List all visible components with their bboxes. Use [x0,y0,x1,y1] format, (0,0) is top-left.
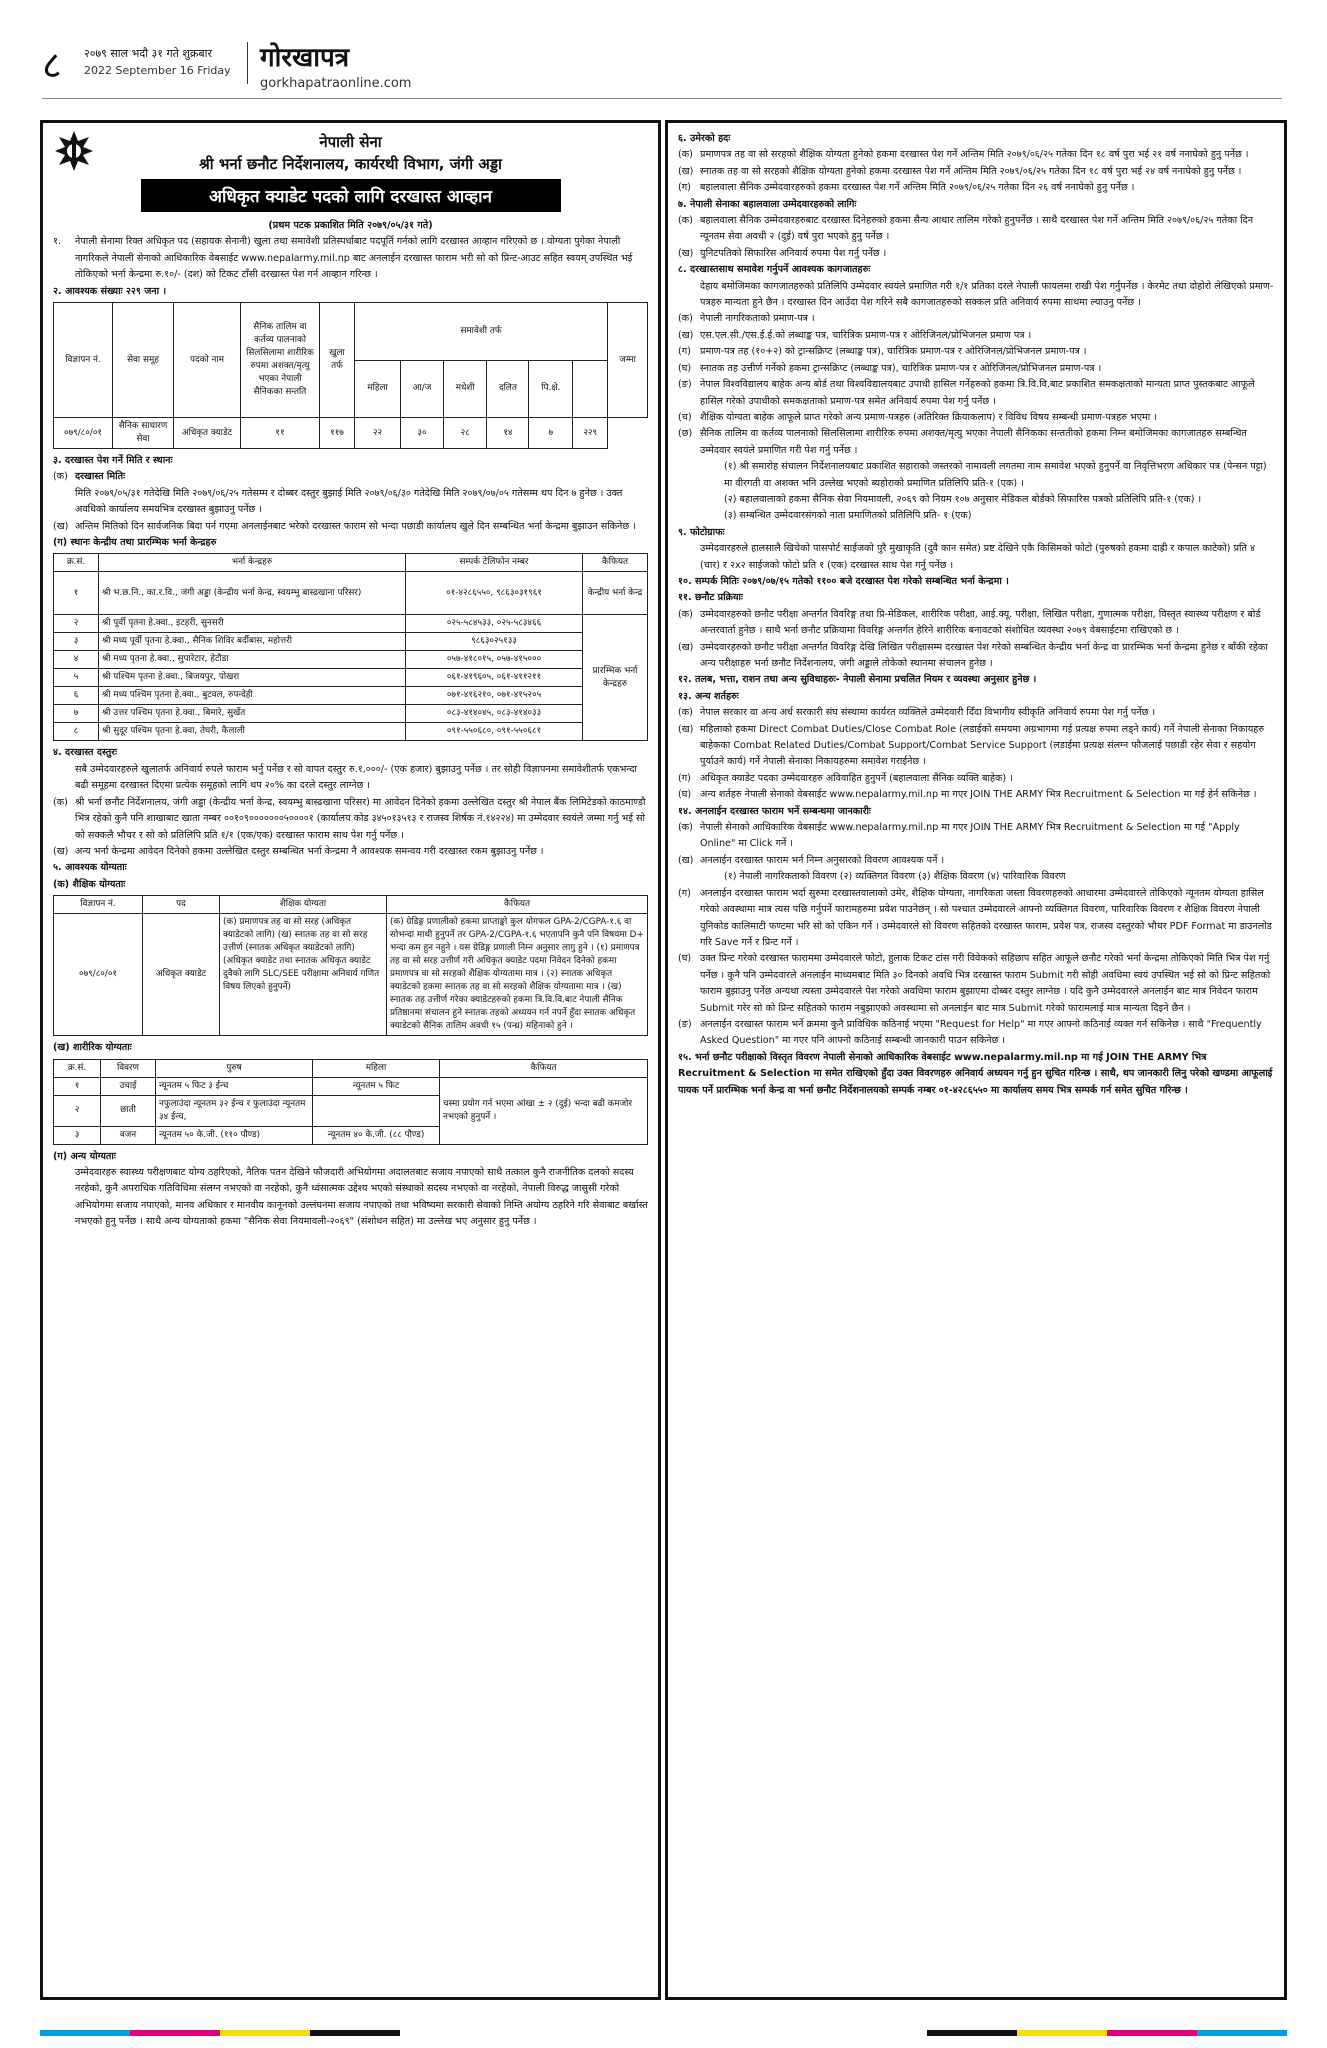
section-key: (ग) [678,772,691,784]
header-rule [42,98,1282,99]
cell-male: न्यूनतम ५० के.जी. (११० पौण्ड) [156,1126,313,1144]
section-text: उम्मेदवारहरुको छनौट परीक्षा अन्तर्गत विवरिङ्ग देखि लिखित परीक्षासम्म दरखास्त पेश गरेको सम्बन्धित केन्द्रीय भर्ना केन्द्र वा प्रारम्भिक भर्ना केन्द्रमा हुनेछ र बाँकी रहेका अन्य परीक्षाहरु भर्ना छनौट निर्देशनालय, जंगी अड्डाले तोकेको स्थानमा संचालन हुनेछ । [700,641,1268,669]
cell-male: नफुलाउंदा न्यूनतम ३२ ईन्च र फुलाउंदा न्यूनतम ३४ ईन्च, [156,1095,313,1126]
org-directorate: श्री भर्ना छनौट निर्देशनालय, कार्यरथी विभाग, जंगी अड्डा [199,155,502,173]
col-women: महिला [355,360,401,418]
table-row [54,651,648,669]
section-13d [678,787,1274,803]
section-5c-text: उम्मेदवारहरु स्वास्थ्य परीक्षणबाट योग्य ठहरिएको, नैतिक पतन देखिने फौजदारी अभियोगमा अदालतबाट सजाय नपाएको साथै तत्काल कुनै राजनीतिक दलको सदस्य नरहेको, कुनै अपराधिक गतिविधिमा संलग्न नभएको वा नरहेको, कुनै ध्वंसात्मक उद्देश्य भएको संस्थाको सदस्य नभएको वा नरहेको, नेपाली विरुद्ध जासुसी गरेको अभियोगमा सजाय नपाएको, मानव अधिकार र मानवीय कानूनको उल्लंघनमा सजाय नपाएको तथा भविष्यमा सरकारी सेवाको निम्ति अयोग्य ठहरिने गरि सेवाबाट बर्खास्त नभएको हुनु पर्नेछ । साथै अन्य योग्यताको हकमा "सैनिक सेवा नियमावली-२०६९" (संशोधन सहित) मा उल्लेख भए अनुसार हुनु पर्नेछ । [75,1166,648,1228]
section-key: (च) [678,411,692,423]
cell-sn: २ [54,1095,101,1126]
section-7b [678,246,1274,262]
cell-centre: श्री पश्चिम पृतना हे.क्वा., बिजयपुर, पोखरा [99,669,406,687]
section-6b [678,164,1274,180]
newspaper-website: gorkhapatraonline.com [260,76,412,91]
table-row [54,1077,648,1095]
recruitment-centres-table [53,553,648,741]
section-key: (क) [678,313,693,325]
col-male: पुरुष [156,1059,313,1077]
cell-sn: १ [54,1077,101,1095]
section-key: (ख) [678,723,694,735]
section-key: (ङ) [678,379,692,391]
section-text: महिलाको हकमा Direct Combat Duties/Close Combat Role (लडाईको समयमा अग्रभागमा गई प्रत्यक्ष रुपमा लड्ने कार्य) गर्ने नेपाली सेनाका निकायहरु बाहेकका Combat Related Duties/Combat Support/Combat Service Support (लडाईमा प्रत्यक्ष संलग्न फौजलाई पछाडी रहेर सेवा र सहयोग पुर्याउने कार्य) गर्ने नेपाली सेनाका निकायहरुमा समावेश गराईनेछ । [700,723,1265,768]
section-4-text: सबै उम्मेदवारहरुले खुलातर्फ अनिवार्य रुपले फाराम भर्नु पर्नेछ र सो वापत दस्तुर रु.१,०००/- (एक हजार) बुझाउनु पर्नेछ । तर सोही विज्ञापनमा समावेशीतर्फ एकभन्दा बढी समूहमा दरखास्त दिएमा प्रत्येक समूहको लागि थप २०% का दरले दस्तुर लाग्नेछ । [75,763,637,792]
section-8b [678,328,1274,344]
section-8f [678,410,1274,426]
col-backward: पि.क्षे. [529,360,573,418]
section-14e [678,1017,1274,1050]
section-4-heading: ४. दरखास्त दस्तुरः [53,747,118,759]
section-8g-2: (२) बहालवालाको हकमा सैनिक सेवा नियमावली, २०६९ को नियम १०७ अनुसार मेडिकल बोर्डको सिफारिस पत्रको प्रतिलिपि प्रति-१ (एक) । [724,493,1202,505]
table-row [54,418,648,449]
section-text: नेपाल विश्वविद्यालय बाहेक अन्य बोर्ड तथा विश्वविद्यालयबाट उपाधी हासिल गर्नेहरुको हकमा त्रि.वि.वि.बाट प्रकाशित समकक्षताको मान्यता प्राप्त पुस्तकबाट आफूले हासिल गरेको उपाधीको समकक्षताको प्रमाण-पत्र समेत अनिवार्य रुपमा पेश गर्नु पर्नेछ । [700,379,1255,407]
cell-sn: ४ [54,651,99,669]
newspaper-header [42,38,1282,108]
education-table [53,895,648,1036]
section-13a [678,705,1274,721]
section-text: स्नातक तह उत्तीर्ण गर्नेको हकमा ट्रान्सक्रिप्ट (लब्धाङ्क पत्र), चारित्रिक प्रमाण-पत्र र ओरिजिनल/प्रोभिजनल प्रमाण-पत्र । [700,362,1102,374]
section-9-text: उम्मेदवारहरुले हालसालै खिचेको पासपोर्ट साईजको पुरै मुखाकृति (दुवै कान समेत) प्रष्ट देखिने एकै किसिमको फोटो (पुरुषको हकमा दाह्री र कपाल काटेको) प्रति ४ (चार) र २x२ साईजको फोटो प्रति १ (एक) दरखास्त साथ पेश गर्नु पर्नेछ । [700,543,1256,571]
cell-phone: ०८३-४१४०४५, ०८३-४१४०३३ [406,705,583,723]
print-color-bar [40,2030,400,2036]
cell-sn: ३ [54,1126,101,1144]
cell-detail: छाती [101,1095,156,1126]
cell-phone: ९८६३०२५१३३ [406,633,583,651]
section-12: १२. तलब, भत्ता, राशन तथा अन्य सुविधाहरुः- नेपाली सेनामा प्रचलित नियम र व्यवस्था अनुसार हुनेछ । [678,674,1037,686]
section-5c-heading: (ग) अन्य योग्यताः [53,1150,116,1162]
section-text: अन्य शर्तहरु नेपाली सेनाको वेबसाईट www.nepalarmy.mil.np मा गएर JOIN THE ARMY भित्र Recruitment & Selection मा गई हेर्न सकिनेछ । [700,789,1257,801]
section-key: (ख) [678,854,694,866]
section-key: (ख) [678,165,694,177]
org-name: नेपाली सेना [319,133,382,151]
section-7a [678,213,1274,246]
cell-adv: ०७९/८०/०१ [54,914,143,1036]
cell-open: ११७ [320,418,355,449]
physical-table [53,1059,648,1145]
col-remark: कैफियत [440,1059,648,1077]
section-11b [678,640,1274,673]
cell-aj: ३० [401,418,444,449]
section-15: १५. भर्ना छनौट परीक्षाको विस्तृत विवरण नेपाली सेनाको आधिकारिक वेबसाईट www.nepalarmy.mil.np मा गई JOIN THE ARMY भित्र Recruitment & Selection मा समेत राखिएको हुँदा उक्त विवरणहरु अनिवार्य अध्ययन गर्नु हुन सुचित गरिन्छ । साथै, थप जानकारी लिनु परेको खण्डमा आफूलाई पायक पर्ने प्रारम्भिक भर्ना केन्द्र वा भर्ना छनौट निर्देशनालयको सम्पर्क नम्बर ०१-४२८६५५० मा कार्यालय समय भित्र सम्पर्क गर्न समेत सुचित गरिन्छ । [678,1051,1273,1096]
cell-post: अधिकृत क्याडेट [174,418,241,449]
cell-sn: ८ [54,723,99,741]
col-open: खुला तर्फ [320,303,355,418]
section-4b [53,844,648,860]
section-key: (क) [678,215,693,227]
col-sn: क्र.सं. [54,554,99,572]
section-5a-heading: (क) शैक्षिक योग्यताः [53,878,126,890]
section-text: युनिटपतिको सिफारिस अनिवार्य रुपमा पेश गर्नु पर्नेछ । [700,247,887,259]
section-11a [678,607,1274,640]
section-key: (क) [678,149,693,161]
cell-centre: श्री मध्य पूर्वी पृतना हे.क्वा., सैनिक शिविर बर्दीबास, महोत्तरी [99,633,406,651]
col-phone: सम्पर्क टेलिफोन नम्बर [406,554,583,572]
section-13-heading: १३. अन्य शर्तहरुः [678,690,739,702]
section-8d [678,361,1274,377]
cell-remark: (क) ग्रेडिङ्ग प्रणालीको हकमा प्राप्ताङ्को कुल योगफल GPA-2/CGPA-१.६ वा सोभन्दा माथी हुनुपर्ने तर GPA-2/CGPA-१.६ भएतापनि कुनै पनि विषयमा D+ भन्दा कम हुन नहुने । यस ग्रेडिङ्ग प्रणाली निम्न अनुसार लागु हुने । (१) प्रमाणपत्र तह वा सो सरह उत्तीर्ण गरी अधिकृत क्याडेट पदमा निवेदन दिनेको हकमा प्रमाणपत्र वा सो सरहको शैक्षिक योग्यतामा मात्र । (२) स्नातक अधिकृत क्याडेटको हकमा स्नातक तह वा सो सरहको शैक्षिक योग्यतामा मात्र । (ख) स्नातक तह उत्तीर्ण गरेका क्याडेटहरुको हकमा त्रि.वि.वि.बाट नेपाली सैनिक प्रतिष्ठानमा संचालन हुने स्नातक तहको अध्ययन गर्न नपर्ने हुँदा स्नातक अधिकृत क्याडेटको सैनिक तालिम अवधी १५ (पन्ध्र) महिनाको हुने । [387,914,648,1036]
notice-left-column [40,120,661,2000]
section-key: (ख) [678,247,694,259]
section-text: नेपाली सेनाको आधिकारिक वेबसाईट www.nepalarmy.mil.np मा गएर JOIN THE ARMY भित्र Recruitment & Selection मा गई "Apply Online" मा Click गर्ने । [700,822,1240,850]
subheading: दरखास्त मितिः [75,471,126,483]
section-7-heading: ७. नेपाली सेनाका बहालवाला उम्मेदवारहरुको लागिः [678,198,857,210]
section-text: प्रमाण-पत्र तह (१०+२) को ट्रान्सक्रिप्ट (लब्धाङ्क पत्र), चारित्रिक प्रमाण-पत्र र ओरिजिनल/प्रोभिजनल प्रमाण-पत्र । [700,346,1087,358]
section-8g-3: (३) सम्बन्धित उम्मेदवारसंगको नाता प्रमाणितको प्रतिलिपि प्रति- १ (एक) [724,510,972,522]
table-row [54,669,648,687]
section-8-heading: ८. दरखास्तसाथ समावेश गर्नुपर्ने आवश्यक कागजातहरुः [678,264,871,276]
section-text: श्री भर्ना छनौट निर्देशनालय, जंगी अड्डा (केन्द्रीय भर्ना केन्द्र, स्वयम्भु बास्ढखाना परिसर) मा आवेदन दिनेको हकमा उल्लेखित दस्तुर श्री नेपाल बैंक लिमिटेडको काठमाण्डौ भित्र रहेको कुनै पनि शाखाबाट खाता नम्बर ००१०९०००००००५००००१ (कार्यालय कोड ३४५०१३५१३ र राजस्व शिर्षक नं.१४२२४) मा उम्मेदवार स्वयंले जम्मा गर्नु भई सो को सक्कलै भौचर र सो को प्रतिलिपि प्रति १/१ (एक/एक) दरखास्त फाराम साथ पेश गर्नु पर्नेछ । [75,796,646,841]
cell-phone: ०५७-४१८०१५, ०५७-४१५००० [406,651,583,669]
section-3b [53,519,648,535]
section-text: प्रमाणपत्र तह वा सो सरहको शैक्षिक योग्यता हुनेको हकमा दरखास्त पेश गर्ने अन्तिम मिति २०७९/०६/२५ गतेका दिन १८ वर्ष पुरा भई २१ वर्ष ननाघेको हुनु पर्नेछ । [700,149,1249,161]
section-text: एस.एल.सी./एस.ई.ई.को लब्धाङ्क पत्र, चारित्रिक प्रमाण-पत्र र ओरिजिनल/प्रोभिजनल प्रमाण पत्र । [700,329,1032,341]
section-key: (ख) [678,329,694,341]
cell-centre: श्री पूर्वी पृतना हे.क्वा., इटहरी, सुनसरी [99,615,406,633]
section-2-heading: २. आवश्यक संख्याः २२९ जना । [53,285,167,297]
cell-sn: १ [54,572,99,615]
section-key: (घ) [678,362,692,374]
header-divider [247,42,248,84]
section-9-heading: ९. फोटोग्राफः [678,526,725,538]
cell-female [313,1095,440,1126]
table-row [54,705,648,723]
cell-remark-initial: प्रारम्भिक भर्ना केन्द्रहरु [583,615,648,741]
cell-sn: ५ [54,669,99,687]
section-text: नेपाल सरकार वा अन्य अर्ध सरकारी संघ संस्थामा कार्यरत व्यक्तिले उम्मेदवारी दिँदा विभागीय स्वीकृति अनिवार्य रुपमा पेश गर्नु पर्नेछ । [700,707,1156,719]
section-key: (ग) [678,182,691,194]
date-english: 2022 September 16 Friday [84,64,231,77]
section-11-heading: ११. छनौट प्रक्रियाः [678,592,743,604]
section-text: अधिकृत क्याडेट पदका उम्मेदवारहरु अविवाहित हुनुपर्ने (बहालवाला सैनिक व्यक्ति बाहेक) । [700,772,1013,784]
section-14b-list: (१) नेपाली नागरिकताको विवरण (२) व्यक्तिगत विवरण (३) शैक्षिक विवरण (४) पारिवारिक विवरण [724,871,1066,883]
section-10: १०. सम्पर्क मितिः २०७९/०७/१५ गतेको ११०० बजे दरखास्त पेश गरेको सम्बन्धित भर्ना केन्द्रमा । [678,575,1009,587]
section-3-heading: ३. दरखास्त पेश गर्ने मिति र स्थानः [53,455,173,467]
section-key: (ग) [678,346,691,358]
section-key: (ङ) [678,1018,692,1030]
section-key: (छ) [678,428,693,440]
col-post: पद [143,896,220,914]
section-key: (ख) [53,845,69,857]
section-8-text: देहाय बमोजिमका कागजातहरुको प्रतिलिपि उम्मेदवार स्वयंले प्रमाणित गरी १/१ प्रतिका दरले नेपाली फायलमा राखी पेश गर्नुपर्नेछ । केरमेट तथा दोहोरो लेखिएको प्रमाण-पत्रहरु मान्यता हुने छैन । दरखास्त दिन आउँदा पेश गरिने सबै कागजातहरुको सक्कल प्रति अनिवार्य रुपमा साथमा ल्याउनु पर्नेछ । [700,280,1274,309]
col-dalit: दलित [487,360,529,418]
cell-martyr: ११ [241,418,320,449]
section-key: (ख) [53,520,69,532]
page-number: ८ [42,43,62,87]
cell-phone: ०१-४२८६५५०, ९८६३०३१९६१ [406,572,583,615]
section-key: (क) [678,822,693,834]
section-13c [678,771,1274,787]
section-text: नेपाली सेनामा रिक्त अधिकृत पद (सहायक सेनानी) खुला तथा समावेशी प्रतिस्पर्धाबाट पदपूर्ति गर्नको लागि दरखास्त आव्हान गरिएको छ । योग्यता पुगेका नेपाली नागरिकले नेपाली सेनाको आधिकारिक वेबसाईट www.nepalarmy.mil.np बाट अनलाईन दरखास्त फाराम भरी सो को प्रिन्ट-आउट सहित स्वयम् उपस्थित भई तोकिएको भर्ना केन्द्रमा रु.१०/- (दश) को टिकट टाँसी दरखास्त पेश गर्न आव्हान गरिन्छ । [75,236,633,281]
cell-phone: ०२५-५८४५३३, ०२५-५८३४६६ [406,615,583,633]
cell-sn: २ [54,615,99,633]
cell-centre: श्री उत्तर पश्चिम पृतना हे.क्वा., बिमारे, सुर्खेत [99,705,406,723]
section-key: (घ) [678,789,692,801]
section-key: (ग) [678,887,691,899]
print-color-bar [927,2030,1287,2036]
section-text: सैनिक तालिम वा कर्तव्य पालनाको सिलसिलामा शारीरिक रुपमा अशक्त/मृत्यु भएका नेपाली सैनिकका सन्ततीको हकमा निम्न बमोजिमका कागजातहरु सम्बन्धित उम्मेदवार स्वयंले प्रमाणित गरी पेश गर्नु पर्नेछ । [700,428,1247,456]
cell-detail: वजन [101,1126,156,1144]
section-5-heading: ५. आवश्यक योग्यताः [53,862,127,874]
col-inclusive: समावेशी तर्फ [355,303,608,361]
section-8g-1: (१) श्री समारोह संचालन निर्देशनालयबाट प्रकाशित सहाराको जस्तरको नामावली लगतमा नाम समावेश भएको हुनुपर्ने वा निवृत्तिभरण अधिकार पत्र (पेन्सन पट्टा) मा वीरगती वा अशक्त भनि उल्लेख भएको ब्यहोराको प्रमाणित प्रतिलिपि प्रति-१ (एक) । [724,461,1267,489]
section-6-heading: ६. उमेरको हदः [678,133,731,144]
cell-phone: ०७१-४१६२१०, ०७१-४१५२०५ [406,687,583,705]
cell-education: (क) प्रमाणपत्र तह वा सो सरह (अधिकृत क्याडेटको लागि) (ख) स्नातक तह वा सो सरह उत्तीर्ण (स्नातक अधिकृत क्याडेटको लागि) (अधिकृत क्याडेट तथा स्नातक अधिकृत क्याडेट दुवैको लागि SLC/SEE परीक्षामा अनिवार्य गणित विषय लिएको हुनुपर्ने) [220,914,387,1036]
section-6c [678,180,1274,196]
section-key: (क) [53,471,68,483]
section-4a [53,795,648,844]
cell-phone: ०९१-५५०६८०, ०९१-५५०६८१ [406,723,583,741]
section-1 [53,234,648,283]
col-post: पदको नाम [174,303,241,418]
cell-sn: ६ [54,687,99,705]
col-sn: क्र.सं. [54,1059,101,1077]
section-14a [678,820,1274,853]
section-key: (ख) [678,641,694,653]
cell-centre: श्री सुदूर पश्चिम पृतना हे.क्वा, तेघरी, कैलाली [99,723,406,741]
cell-total: २२९ [573,418,608,449]
table-row [54,914,648,1036]
col-detail: विवरण [101,1059,156,1077]
section-text: अन्तिम मितिको दिन सार्वजनिक बिदा पर्न गएमा अनलाईनबाट भरेको दरखास्त फाराम सो भन्दा पछाडी कार्यालय खुले दिन सम्बन्धित भर्ना केन्द्रमा बुझाउन सकिनेछ । [75,520,636,532]
date-nepali: २०७९ साल भदौ ३१ गते शुक्रबार [84,47,212,60]
section-14b [678,853,1274,869]
col-service-group: सेवा समूह [113,303,174,418]
cell-madhesi: २८ [443,418,487,449]
cell-sn: ७ [54,705,99,723]
section-14c [678,886,1274,952]
nepal-army-emblem-icon [53,129,95,175]
cell-post: अधिकृत क्याडेट [143,914,220,1036]
notice-right-column [665,120,1287,2000]
section-text: शैक्षिक योग्यता बाहेक आफूले प्राप्त गरेको अन्य प्रमाण-पत्रहरु (अतिरिक्त क्रियाकलाप) र विविध विषय सम्बन्धी प्रमाण-पत्रहरु भएमा । [700,411,1157,423]
section-text: अनलाईन दरखास्त फाराम भर्ने क्रममा कुनै प्राविधिक कठिनाई भएमा "Request for Help" मा गएर आफ्नो कठिनाई व्यक्त गर्न सकिनेछ । साथै "Frequently Asked Question" मा गएर पनि आफ्नो कठिनाई सम्बन्धी जानकारी पाउन सकिनेछ । [700,1018,1262,1047]
section-key: (क) [678,608,693,620]
cell-male: न्यूनतम ५ फिट ३ ईन्च [156,1077,313,1095]
cell-female: न्यूनतम ४० के.जी. (८८ पौण्ड) [313,1126,440,1144]
section-text: बहालवाला सैनिक उम्मेदवारहरुबाट दरखास्त दिनेहरुको हकमा सैन्य आधार तालिम गरेको हुनुपर्नेछ । साथै दरखास्त पेश गर्ने अन्तिम मिति २०७९/०६/२५ गतेका दिन न्यूनतम सेवा अवधी २ (दुई) वर्ष पुरा भएको हुनु पर्नेछ । [700,215,1254,243]
section-key: (क) [678,707,693,719]
newspaper-name: गोरखापत्र [260,43,350,73]
col-education: शैक्षिक योग्यता [220,896,387,914]
section-3c-heading: (ग) स्थानः केन्द्रीय तथा प्रारम्भिक भर्ना केन्द्रहरु [53,537,217,549]
col-remark: कैफियत [583,554,648,572]
section-6a [678,147,1274,163]
table-row [54,723,648,741]
cell-adv: ०७९/८०/०१ [54,418,113,449]
cell-remark-central: केन्द्रीय भर्ना केन्द्र [583,572,648,615]
cell-centre: श्री मध्य पश्चिम पृतना हे.क्वा., बुटवल, रुपन्देही [99,687,406,705]
col-total: जम्मा [608,303,648,418]
cell-detail: उचाई [101,1077,156,1095]
cell-women: २२ [355,418,401,449]
section-8e [678,377,1274,410]
cell-sn: ३ [54,633,99,651]
col-martyr-descendants: सैनिक तालिम वा कर्तव्य पालनाको सिलसिलामा शारीरिक रुपमा अशक्त/मृत्यु भएका नेपाली सैनिकका सन्तति [241,303,320,418]
section-14d [678,951,1274,1017]
section-text: नेपाली नागरिकताको प्रमाण-पत्र । [700,313,815,325]
table-row [54,615,648,633]
section-text: बहालवाला सैनिक उम्मेदवारहरुको हकमा दरखास्त पेश गर्ने अन्तिम मिति २०७९/०६/२५ गतेका दिन २६ वर्ष ननाघेको हुनु पर्नेछ । [700,182,1135,194]
table-row [54,633,648,651]
section-text: मिति २०७९/०५/३१ गतेदेखि मिति २०७९/०६/२५ गतेसम्म र दोब्बर दस्तुर बुझाई मिति २०७९/०६/३० गतेदेखि मिति २०७९/०७/०५ गतेसम्म थप दिन ७ हुनेछ । उक्त अवधिको कार्यालय समयभित्र दरखास्त बुझाउनु पर्नेछ । [75,487,623,516]
col-aj: आ/ज [401,360,444,418]
section-text: स्नातक तह वा सो सरहको शैक्षिक योग्यता हुनेको हकमा दरखास्त पेश गर्ने अन्तिम मिति २०७९/०६/२५ गतेका दिन १८ वर्ष पुरा भई २४ वर्ष ननाघेको हुनु पर्नेछ । [700,165,1242,177]
cell-backward: ७ [529,418,573,449]
section-key: (घ) [678,953,692,965]
col-remark: कैफियत [387,896,648,914]
cell-dalit: १४ [487,418,529,449]
vacancy-table [53,302,648,449]
section-key: (क) [53,796,68,808]
table-row [54,572,648,615]
cell-remark: चस्मा प्रयोग गर्न भएमा आंखा ± २ (दुई) भन्दा बढी कमजोर नभएको हुनुपर्ने । [440,1077,648,1144]
section-text: अन्य भर्ना केन्द्रमा आवेदन दिनेको हकमा उल्लेखित दस्तुर सम्बन्धित भर्ना केन्द्रमा नै आवश्यक समन्वय गरी दरखास्त रकम बुझाउनु पर्नेछ । [75,845,544,857]
cell-centre: श्री मध्य पृतना हे.क्वा., सुपारेटार, हेटौडा [99,651,406,669]
section-text: उक्त प्रिन्ट गरेको दरखास्त फाराममा उम्मेदवारले फोटो, हुलाक टिकट टांस गरी विवेकको सहिछाप सहित आफूले छनौट गरेको भर्ना केन्द्रमा तोकिएको मिति भित्र पेश गर्नु पर्नेछ । कुनै पनि उम्मेदवारले अनलाईन माध्यमबाट मिति ३० दिनको अवधि भित्र दरखास्त फाराम Submit गरी सोही अवधिमा स्वयं उपस्थित भई सो को प्रिन्ट सहितको फाराम बुझाउनु पर्नेछ अन्यथा त्यस्ता उम्मेदवारले पेश गरेको अवधिमा फाराम बुझाएमा दोब्बर दस्तुर लाग्नेछ । यदि कुनै उम्मेदवारले अनलाईन बाट मात्र निवेदन फाराम Submit गरेर सो को प्रिन्ट सहितको फाराम नबुझाएको अवस्थामा सो अनलाईन बाट मात्र Submit गरेको फारामलाई मात्र मान्यता दिइने छैन । [700,953,1271,1014]
section-8g [678,426,1274,459]
col-madhesi: मधेशी [443,360,487,418]
section-key: १. [53,236,62,248]
section-13b [678,722,1274,771]
table-row [54,687,648,705]
section-3a [53,469,648,518]
section-text: अनलाईन दरखास्त फाराम भर्न निम्न अनुसारको विवरण आवश्यक पर्ने । [700,854,945,866]
col-female: महिला [313,1059,440,1077]
cell-phone: ०६१-४१९६०५, ०६१-४११२११ [406,669,583,687]
cell-group: सैनिक साधारण सेवा [113,418,174,449]
section-14-heading: १४. अनलाईन दरखास्त फाराम भर्ने सम्बन्धमा जानकारीः [678,805,871,817]
first-publication-date: (प्रथम पटक प्रकाशित मिति २०७९/०५/३१ गते) [268,220,433,231]
cell-female: न्यूनतम ५ फिट [313,1077,440,1095]
col-centre: भर्ना केन्द्रहरु [99,554,406,572]
section-text: अनलाईन दरखास्त फाराम भर्दा सुरुमा दरखास्तवालाको उमेर, शैक्षिक योग्यता, नागरिकता जस्ता विवरणहरुको आधारमा उम्मेदवारले तोकिएको न्यूनतम योग्यता हासिल गरेको अवस्थामा मात्र त्यस पछि गर्नुपर्ने फारामहरुमा प्रवेश पाउनेछन् । सो पश्चात उम्मेदवारले आफ्नो व्यक्तिगत विवरण, पारिवारिक विवरण र शैक्षिक विवरण नेपाली युनिकोड कालिमाटी फण्टमा भरि सो को एकिन गर्ने । उम्मेदवारले सो विवरण सहितको दरखास्त फाराम, प्रवेश पत्र, राजस्व दस्तुरको भौचर PDF Format मा डाउनलोड गरि Save गर्ने र प्रिन्ट गर्ने । [700,887,1272,948]
col-adv-no: विज्ञापन नं. [54,303,113,418]
section-5b-heading: (ख) शारीरिक योग्यताः [53,1042,132,1054]
section-8a [678,311,1274,327]
cell-centre: श्री भ.छ.नि., का.र.वि., जंगी अड्डा (केन्द्रीय भर्ना केन्द्र, स्वयम्भु बास्ढखाना परिसर) [99,572,406,615]
col-adv-no: विज्ञापन नं. [54,896,143,914]
section-8c [678,344,1274,360]
notice-title: अधिकृत क्याडेट पदको लागि दरखास्त आव्हान [141,179,561,212]
section-text: उम्मेदवारहरुको छनौट परीक्षा अन्तर्गत विवरिङ्ग तथा प्रि-मेडिकल, शारीरिक परीक्षा, आई.क्यू. परीक्षा, लिखित परीक्षा, गुणात्मक परीक्षा, विस्तृत स्वास्थ्य परीक्षण र बोर्ड अन्तरवार्ता हुनेछ । साथै भर्ना छनौट प्रक्रियामा विवरिङ्ग अन्तर्गत हेरिने शारीरिक बनावटको संशोधित व्यवस्था २०७९ वेबसाईटमा राखिएको छ । [700,608,1261,637]
